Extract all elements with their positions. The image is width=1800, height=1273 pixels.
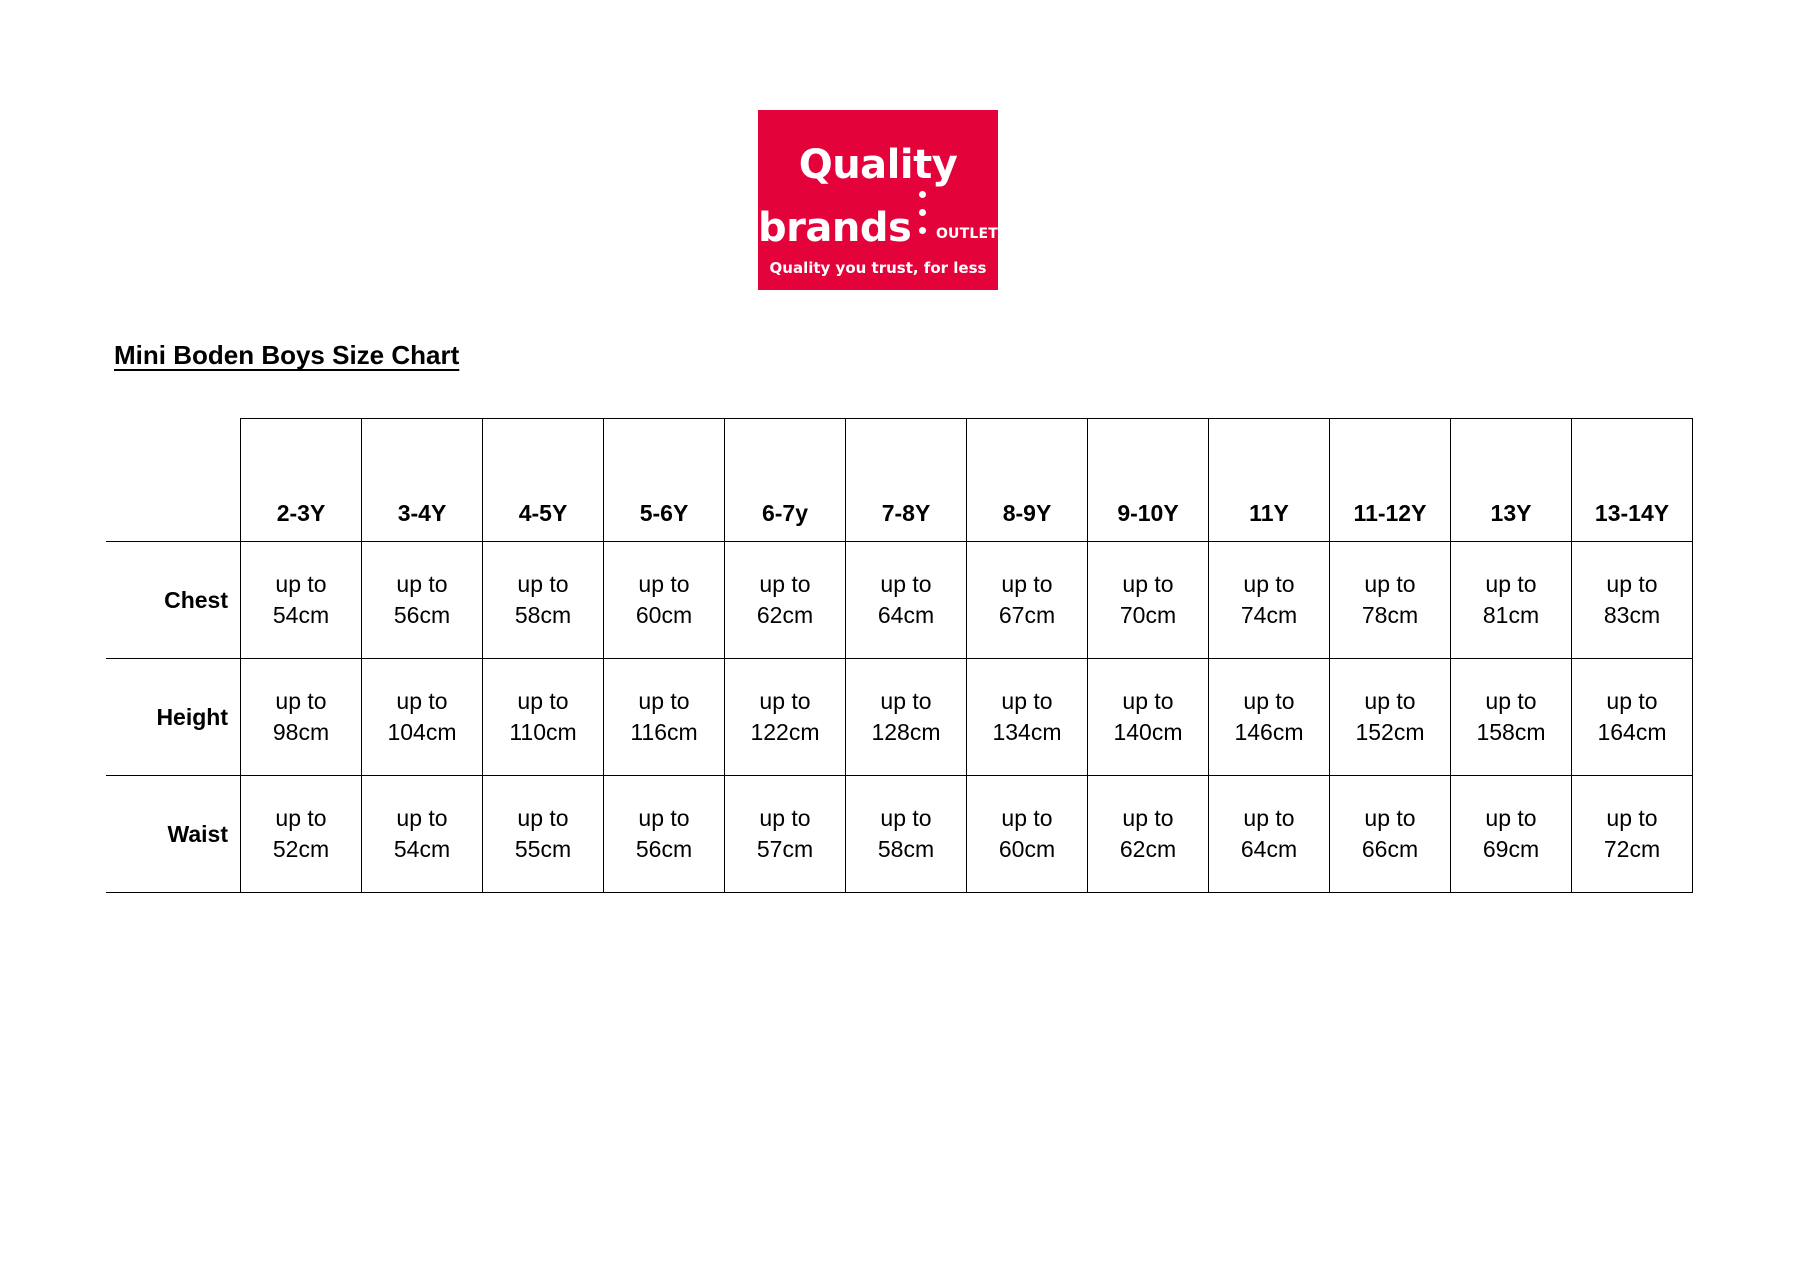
cell-value: 83cm xyxy=(1603,602,1661,628)
cell-prefix: up to xyxy=(880,570,932,597)
cell-prefix: up to xyxy=(275,570,327,597)
cell-value: 64cm xyxy=(1240,836,1298,862)
cell-value: 98cm xyxy=(272,719,330,745)
column-header-11-12y: 11-12Y xyxy=(1330,419,1451,542)
cell-chest-11y xyxy=(1209,542,1330,659)
cell-prefix: up to xyxy=(517,804,569,831)
cell-prefix: up to xyxy=(517,570,569,597)
column-header-2-3y: 2-3Y xyxy=(241,419,362,542)
cell-height-11y xyxy=(1209,659,1330,776)
cell-prefix: up to xyxy=(396,687,448,714)
cell-prefix: up to xyxy=(1485,687,1537,714)
cell-value: 122cm xyxy=(750,719,820,745)
cell-value: 140cm xyxy=(1113,719,1183,745)
column-header-11y: 11Y xyxy=(1209,419,1330,542)
column-header-4-5y: 4-5Y xyxy=(483,419,604,542)
column-header-6-7y: 6-7y xyxy=(725,419,846,542)
cell-value: 66cm xyxy=(1361,836,1419,862)
cell-height-6-7y xyxy=(725,659,846,776)
cell-height-9-10y xyxy=(1088,659,1209,776)
cell-height-13-14y xyxy=(1572,659,1693,776)
cell-prefix: up to xyxy=(1364,570,1416,597)
cell-prefix: up to xyxy=(1485,804,1537,831)
cell-waist-2-3y xyxy=(241,776,362,893)
cell-value: 69cm xyxy=(1482,836,1540,862)
cell-prefix: up to xyxy=(1122,570,1174,597)
cell-chest-4-5y xyxy=(483,542,604,659)
cell-chest-2-3y xyxy=(241,542,362,659)
cell-prefix: up to xyxy=(517,687,569,714)
cell-waist-4-5y xyxy=(483,776,604,893)
cell-prefix: up to xyxy=(1606,687,1658,714)
cell-value: 74cm xyxy=(1240,602,1298,628)
cell-height-4-5y xyxy=(483,659,604,776)
cell-chest-13-14y xyxy=(1572,542,1693,659)
cell-waist-9-10y xyxy=(1088,776,1209,893)
cell-prefix: up to xyxy=(880,687,932,714)
cell-waist-13y xyxy=(1451,776,1572,893)
cell-chest-3-4y xyxy=(362,542,483,659)
cell-prefix: up to xyxy=(880,804,932,831)
cell-waist-7-8y xyxy=(846,776,967,893)
size-chart-table xyxy=(106,418,1693,893)
cell-value: 58cm xyxy=(514,602,572,628)
cell-value: 54cm xyxy=(272,602,330,628)
cell-value: 55cm xyxy=(514,836,572,862)
cell-value: 104cm xyxy=(387,719,457,745)
cell-height-3-4y xyxy=(362,659,483,776)
cell-value: 158cm xyxy=(1476,719,1546,745)
cell-waist-13-14y xyxy=(1572,776,1693,893)
cell-prefix: up to xyxy=(1122,687,1174,714)
column-header-13-14y: 13-14Y xyxy=(1572,419,1693,542)
cell-value: 64cm xyxy=(877,602,935,628)
row-header-height: Height xyxy=(106,659,241,776)
cell-height-11-12y xyxy=(1330,659,1451,776)
row-header-waist: Waist xyxy=(106,776,241,893)
cell-height-5-6y xyxy=(604,659,725,776)
cell-prefix: up to xyxy=(1606,570,1658,597)
cell-chest-8-9y xyxy=(967,542,1088,659)
cell-value: 116cm xyxy=(630,719,698,745)
cell-height-8-9y xyxy=(967,659,1088,776)
cell-prefix: up to xyxy=(759,687,811,714)
cell-waist-3-4y xyxy=(362,776,483,893)
cell-chest-6-7y xyxy=(725,542,846,659)
column-header-8-9y: 8-9Y xyxy=(967,419,1088,542)
cell-value: 70cm xyxy=(1119,602,1177,628)
cell-prefix: up to xyxy=(275,687,327,714)
cell-value: 56cm xyxy=(393,602,451,628)
logo-brand-line-1: Quality xyxy=(798,142,958,188)
cell-prefix: up to xyxy=(1243,804,1295,831)
brand-logo xyxy=(758,110,998,290)
cell-value: 56cm xyxy=(635,836,693,862)
cell-prefix: up to xyxy=(1001,804,1053,831)
cell-value: 67cm xyxy=(998,602,1056,628)
cell-prefix: up to xyxy=(1364,804,1416,831)
cell-prefix: up to xyxy=(1001,687,1053,714)
column-header-9-10y: 9-10Y xyxy=(1088,419,1209,542)
logo-dots-icon xyxy=(916,186,931,240)
cell-prefix: up to xyxy=(1606,804,1658,831)
cell-chest-7-8y xyxy=(846,542,967,659)
table-row-height xyxy=(106,659,1693,776)
logo-brand-line-2: brands xyxy=(758,205,912,251)
cell-prefix: up to xyxy=(396,804,448,831)
cell-value: 57cm xyxy=(756,836,814,862)
cell-prefix: up to xyxy=(638,687,690,714)
cell-value: 62cm xyxy=(1119,836,1177,862)
logo-tagline: Quality you trust, for less xyxy=(769,259,987,277)
cell-value: 110cm xyxy=(509,719,577,745)
cell-prefix: up to xyxy=(759,804,811,831)
cell-chest-5-6y xyxy=(604,542,725,659)
logo-outlet-mark: OUTLET xyxy=(935,226,998,242)
column-header-5-6y: 5-6Y xyxy=(604,419,725,542)
cell-prefix: up to xyxy=(759,570,811,597)
cell-value: 62cm xyxy=(756,602,814,628)
cell-waist-6-7y xyxy=(725,776,846,893)
table-row-chest xyxy=(106,542,1693,659)
cell-value: 81cm xyxy=(1482,602,1540,628)
cell-prefix: up to xyxy=(1001,570,1053,597)
cell-prefix: up to xyxy=(1122,804,1174,831)
cell-prefix: up to xyxy=(1364,687,1416,714)
cell-value: 52cm xyxy=(272,836,330,862)
cell-prefix: up to xyxy=(396,570,448,597)
table-row-waist xyxy=(106,776,1693,893)
cell-value: 60cm xyxy=(635,602,693,628)
cell-value: 72cm xyxy=(1603,836,1661,862)
cell-value: 164cm xyxy=(1597,719,1667,745)
cell-value: 78cm xyxy=(1361,602,1419,628)
cell-value: 58cm xyxy=(877,836,935,862)
cell-waist-11-12y xyxy=(1330,776,1451,893)
column-header-13y: 13Y xyxy=(1451,419,1572,542)
page-title: Mini Boden Boys Size Chart xyxy=(114,340,460,370)
cell-prefix: up to xyxy=(638,570,690,597)
cell-prefix: up to xyxy=(1243,570,1295,597)
cell-chest-11-12y xyxy=(1330,542,1451,659)
table-corner-cell xyxy=(106,419,241,542)
column-header-7-8y: 7-8Y xyxy=(846,419,967,542)
cell-prefix: up to xyxy=(638,804,690,831)
cell-value: 54cm xyxy=(393,836,451,862)
cell-waist-5-6y xyxy=(604,776,725,893)
cell-value: 128cm xyxy=(871,719,941,745)
cell-waist-8-9y xyxy=(967,776,1088,893)
cell-chest-9-10y xyxy=(1088,542,1209,659)
cell-prefix: up to xyxy=(1243,687,1295,714)
cell-waist-11y xyxy=(1209,776,1330,893)
table-header-row xyxy=(106,419,1693,542)
cell-chest-13y xyxy=(1451,542,1572,659)
cell-value: 146cm xyxy=(1234,719,1304,745)
cell-height-13y xyxy=(1451,659,1572,776)
cell-value: 152cm xyxy=(1355,719,1425,745)
cell-height-7-8y xyxy=(846,659,967,776)
cell-value: 134cm xyxy=(992,719,1062,745)
cell-prefix: up to xyxy=(1485,570,1537,597)
row-header-chest: Chest xyxy=(106,542,241,659)
cell-height-2-3y xyxy=(241,659,362,776)
column-header-3-4y: 3-4Y xyxy=(362,419,483,542)
cell-prefix: up to xyxy=(275,804,327,831)
cell-value: 60cm xyxy=(998,836,1056,862)
